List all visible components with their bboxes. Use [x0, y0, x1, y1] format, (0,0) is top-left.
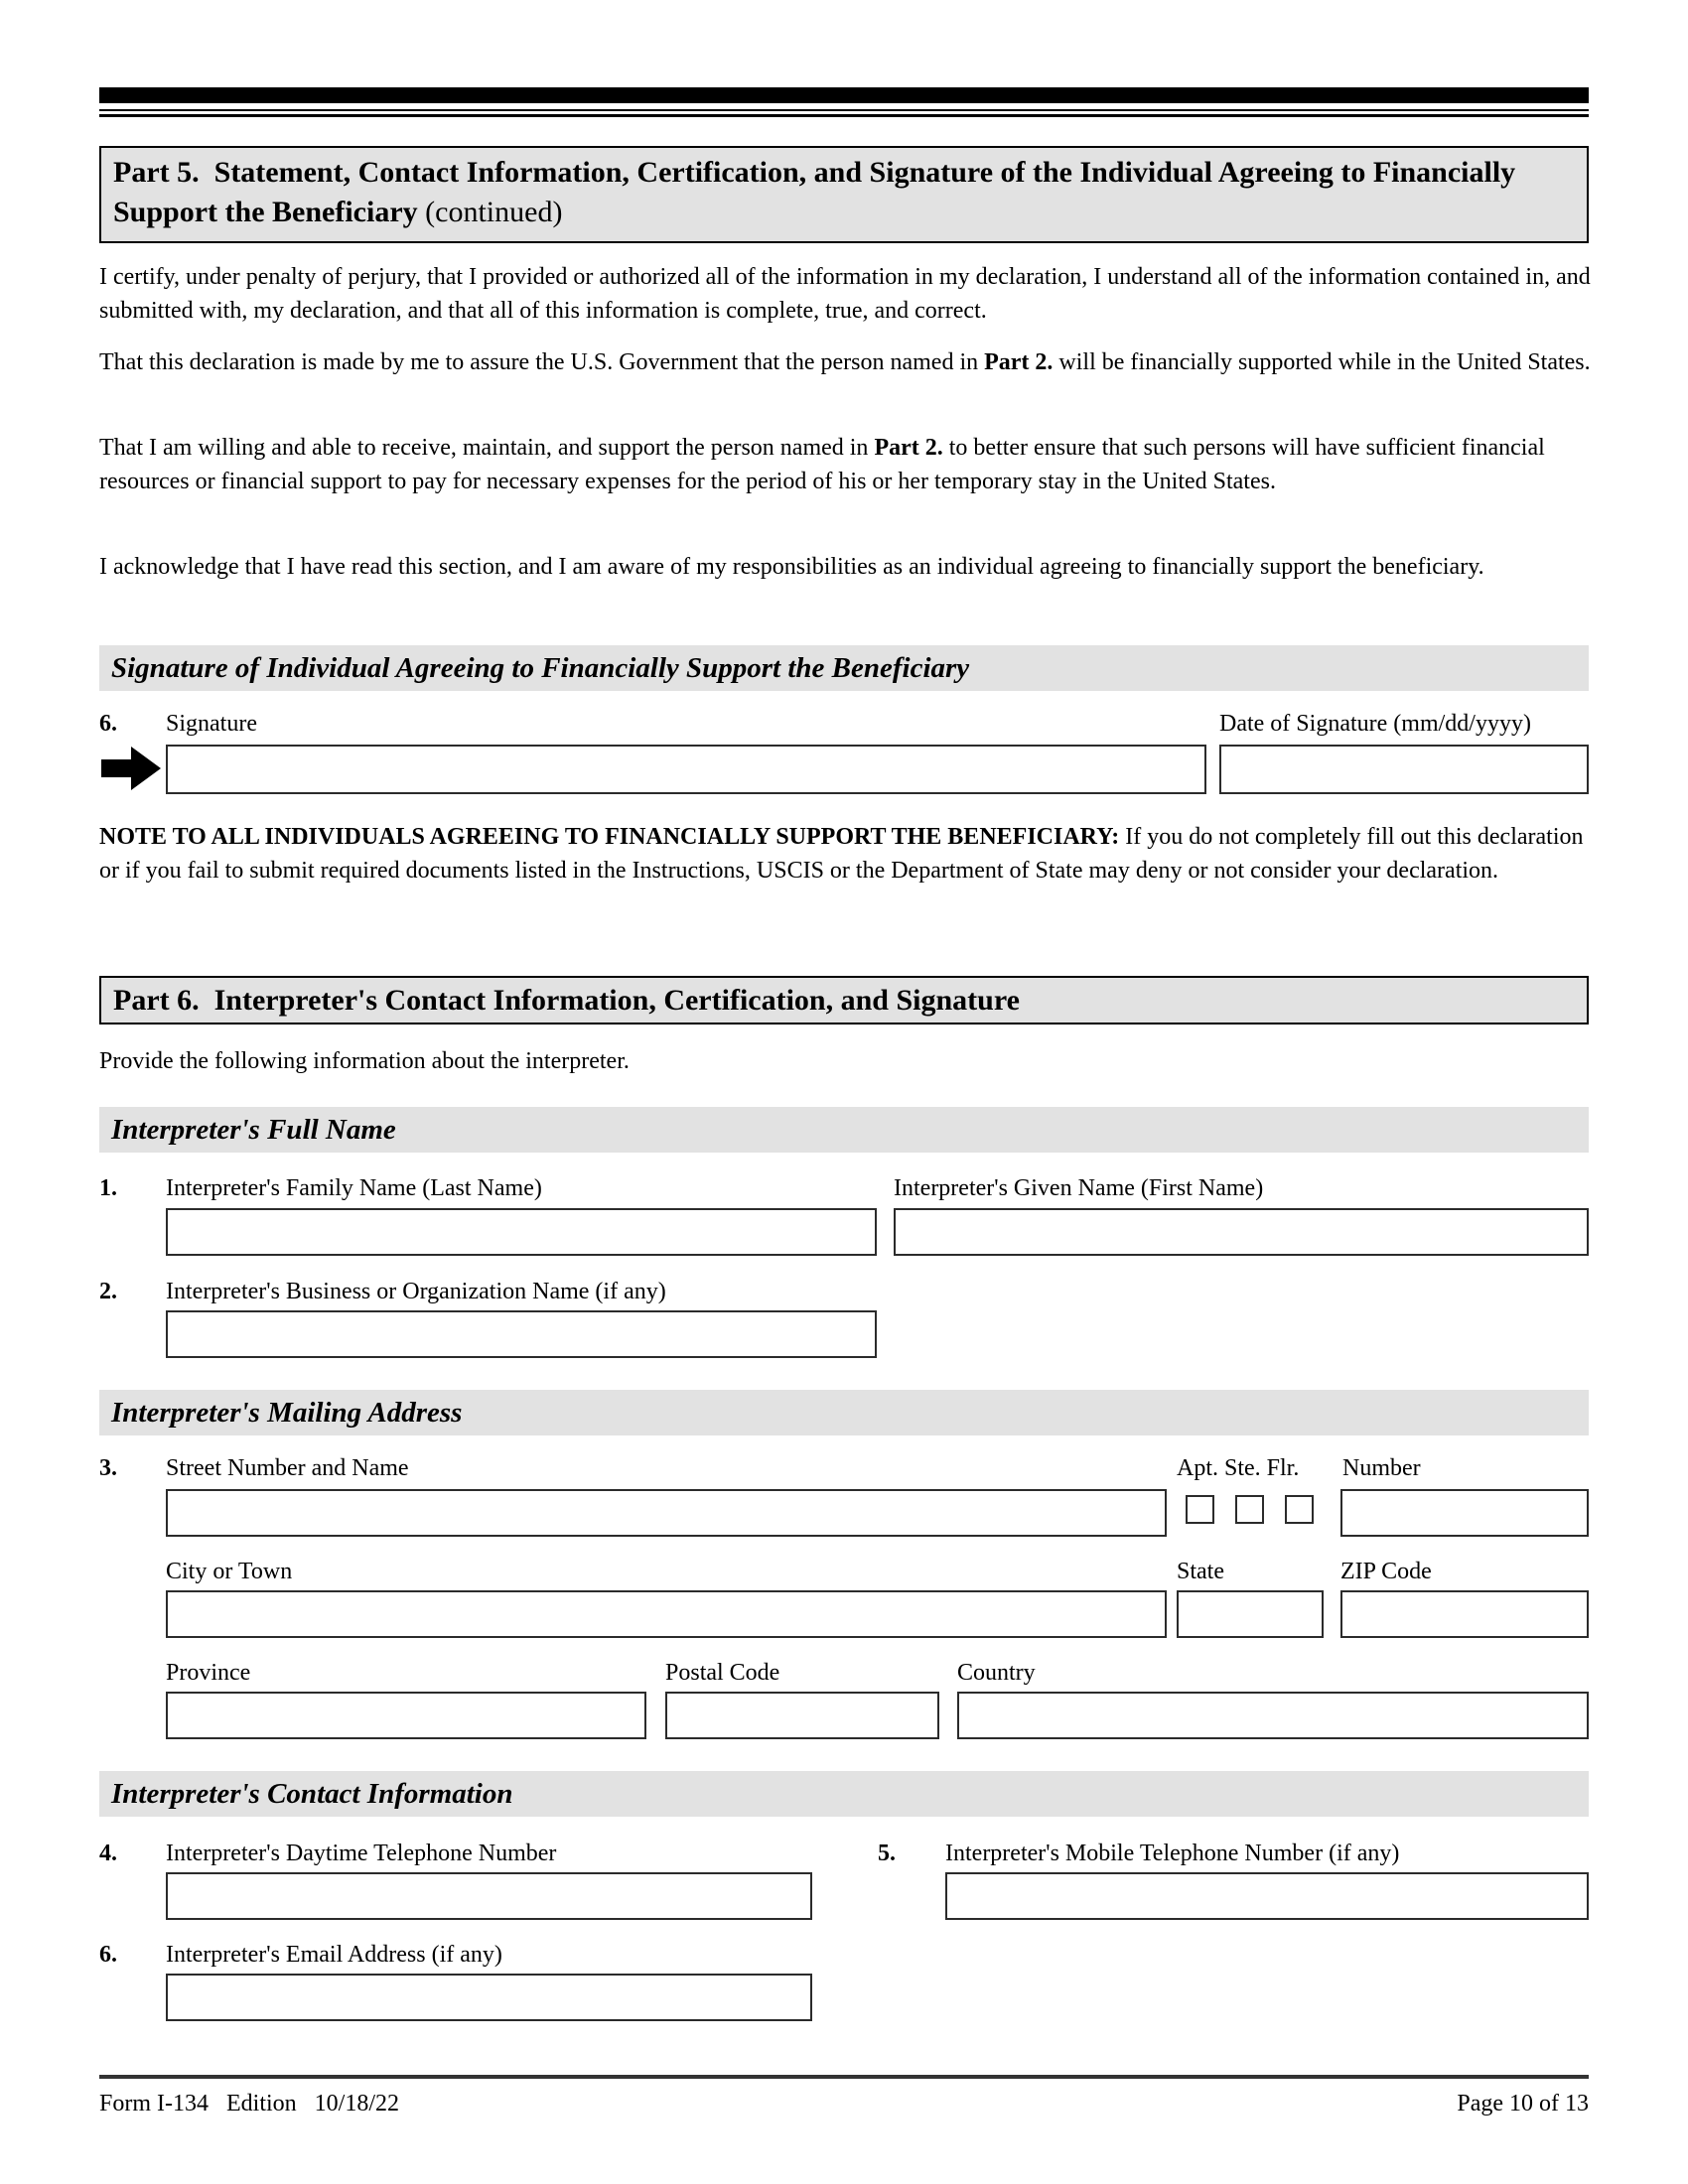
family-name-label: Interpreter's Family Name (Last Name) — [166, 1175, 542, 1201]
mobile-phone-input[interactable] — [945, 1872, 1589, 1920]
signature-section-heading: Signature of Individual Agreeing to Financially Support the Beneficiary — [99, 645, 1589, 691]
postal-code-input[interactable] — [665, 1692, 939, 1739]
daytime-phone-label: Interpreter's Daytime Telephone Number — [166, 1841, 557, 1866]
part5-title-continued: (continued) — [417, 196, 563, 228]
country-input[interactable] — [957, 1692, 1589, 1739]
email-input[interactable] — [166, 1974, 812, 2021]
footer-page-number: Page 10 of 13 — [1457, 2091, 1589, 2116]
note-lead: NOTE TO ALL INDIVIDUALS AGREEING TO FINANCIALLY SUPPORT THE BENEFICIARY: — [99, 824, 1120, 850]
willing-text: That I am willing and able to receive, maintain, and support the person named in — [99, 435, 875, 461]
given-name-label: Interpreter's Given Name (First Name) — [894, 1175, 1264, 1201]
item3-number: 3. — [99, 1455, 117, 1481]
province-input[interactable] — [166, 1692, 646, 1739]
unit-number-label: Number — [1342, 1455, 1421, 1481]
part5-title: Part 5. Statement, Contact Information, Certification, and Signature of the Individual Agreeing to Financially Support the Beneficiary — [113, 156, 1523, 228]
note-paragraph — [99, 820, 1594, 887]
part2-reference: Part 2. — [984, 349, 1054, 375]
certify-paragraph: I certify, under penalty of perjury, that I provided or authorized all of the information in my declaration, I understand all of the information contained in, and submitted with, my declaration, and that all of this information is complete, true, and correct. — [99, 264, 1591, 324]
province-label: Province — [166, 1660, 251, 1686]
declaration-paragraph — [99, 345, 1594, 379]
street-input[interactable] — [166, 1489, 1167, 1537]
country-label: Country — [957, 1660, 1036, 1686]
given-name-input[interactable] — [894, 1208, 1589, 1256]
unit-number-input[interactable] — [1340, 1489, 1589, 1537]
mailing-address-section-heading: Interpreter's Mailing Address — [99, 1390, 1589, 1435]
postal-code-label: Postal Code — [665, 1660, 780, 1686]
state-label: State — [1177, 1559, 1224, 1584]
top-thin-rule-1 — [99, 109, 1589, 111]
top-thin-rule-2 — [99, 114, 1589, 117]
business-name-input[interactable] — [166, 1310, 877, 1358]
arrow-shaft — [101, 759, 131, 777]
flr-checkbox[interactable] — [1285, 1495, 1314, 1524]
signature-label: Signature — [166, 711, 257, 737]
city-input[interactable] — [166, 1590, 1167, 1638]
zip-label: ZIP Code — [1340, 1559, 1432, 1584]
acknowledge-paragraph: I acknowledge that I have read this section, and I am aware of my responsibilities as an individual agreeing to financially support the beneficiary. — [99, 554, 1484, 580]
item1-number: 1. — [99, 1175, 117, 1201]
business-name-label: Interpreter's Business or Organization Name (if any) — [166, 1279, 666, 1304]
zip-input[interactable] — [1340, 1590, 1589, 1638]
date-of-signature-input[interactable] — [1219, 745, 1589, 794]
item6-number-part6: 6. — [99, 1942, 117, 1968]
top-thick-rule — [99, 87, 1589, 103]
willing-text-cont: to better ensure that such persons will have sufficient financial resources or financial support to pay for necessary expenses for the period of his or her temporary stay in the United States. — [99, 435, 1545, 494]
item2-number: 2. — [99, 1279, 117, 1304]
sign-here-arrow-icon — [101, 747, 163, 790]
item6-number-part5: 6. — [99, 711, 117, 737]
contact-info-section-heading: Interpreter's Contact Information — [99, 1771, 1589, 1817]
note-text: If you do not completely fill out this declaration or if you fail to submit required documents listed in the Instructions, USCIS or the Department of State may deny or not consider your declaration. — [99, 824, 1584, 884]
item5-number: 5. — [878, 1841, 896, 1866]
city-label: City or Town — [166, 1559, 293, 1584]
mobile-phone-label: Interpreter's Mobile Telephone Number (if any) — [945, 1841, 1400, 1866]
footer-rule — [99, 2075, 1589, 2079]
footer-form-edition: Form I-134 Edition 10/18/22 — [99, 2091, 399, 2116]
willing-paragraph — [99, 431, 1594, 498]
street-label: Street Number and Name — [166, 1455, 409, 1481]
declaration-text-cont: will be financially supported while in the United States. — [1053, 349, 1591, 375]
ste-checkbox[interactable] — [1235, 1495, 1264, 1524]
item4-number: 4. — [99, 1841, 117, 1866]
arrow-head — [131, 747, 161, 790]
part6-header: Part 6. Interpreter's Contact Information, Certification, and Signature — [99, 976, 1589, 1024]
date-of-signature-label: Date of Signature (mm/dd/yyyy) — [1219, 711, 1531, 737]
signature-input[interactable] — [166, 745, 1206, 794]
family-name-input[interactable] — [166, 1208, 877, 1256]
part5-header — [99, 146, 1589, 243]
state-input[interactable] — [1177, 1590, 1324, 1638]
declaration-text: That this declaration is made by me to assure the U.S. Government that the person named in — [99, 349, 985, 375]
part6-intro: Provide the following information about the interpreter. — [99, 1048, 630, 1074]
apt-checkbox[interactable] — [1186, 1495, 1214, 1524]
part2-reference-2: Part 2. — [874, 435, 943, 461]
daytime-phone-input[interactable] — [166, 1872, 812, 1920]
email-label: Interpreter's Email Address (if any) — [166, 1942, 502, 1968]
apt-ste-flr-label: Apt. Ste. Flr. — [1177, 1455, 1300, 1481]
full-name-section-heading: Interpreter's Full Name — [99, 1107, 1589, 1153]
